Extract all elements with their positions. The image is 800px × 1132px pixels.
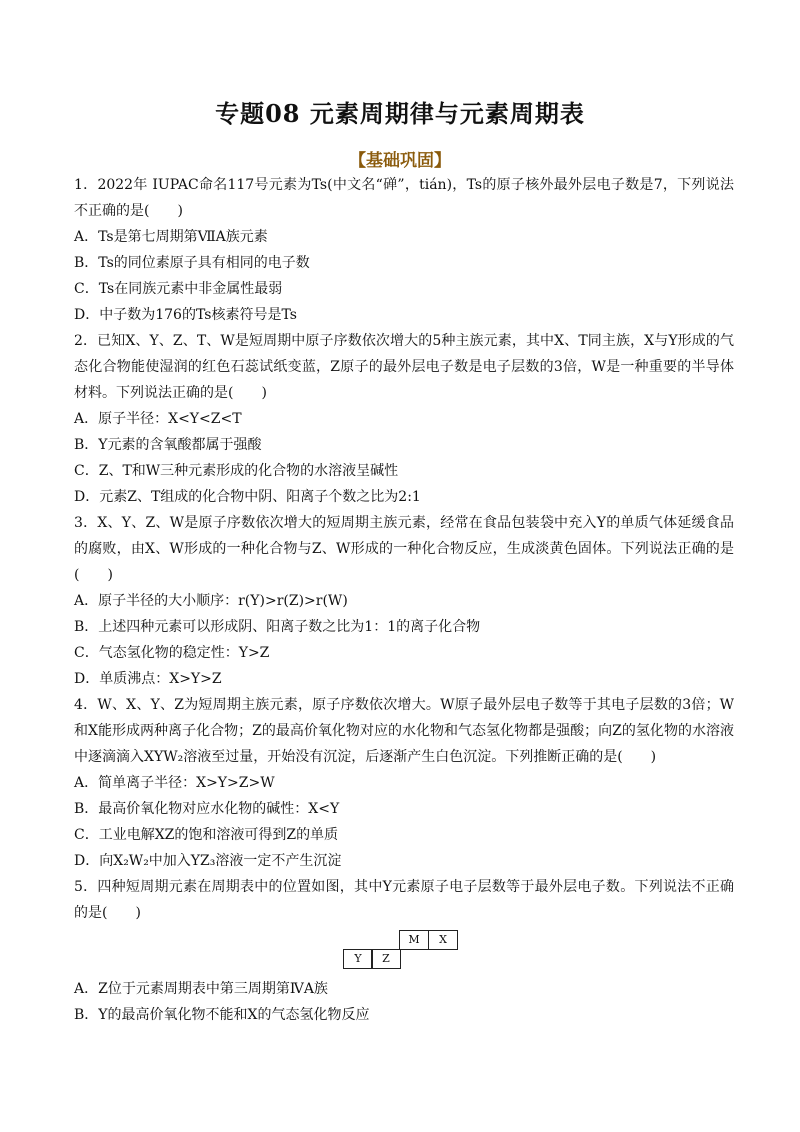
question-4 [74, 692, 734, 874]
option-d: D．元素Z、T组成的化合物中阴、阳离子个数之比为2:1 [74, 489, 421, 505]
option-c: C．Z、T和W三种元素形成的化合物的水溶液呈碱性 [74, 463, 399, 479]
option-d: D．单质沸点：X>Y>Z [74, 671, 222, 687]
question-1 [74, 172, 734, 328]
question-stem: 2．已知X、Y、Z、T、W是短周期中原子序数依次增大的5种主族元素，其中X、T同主族，X与Y形成的气态化合物能使湿润的红色石蕊试纸变蓝，Z原子的最外层电子数是电子层数的3倍，W是一种重要的半导体材料。下列说法正确的是( ) [74, 333, 734, 401]
option-c: C．工业电解XZ的饱和溶液可得到Z的单质 [74, 827, 339, 843]
question-2 [74, 328, 734, 510]
option-d: D．向X₂W₂中加入YZ₃溶液一定不产生沉淀 [74, 853, 342, 869]
question-5 [74, 874, 734, 1028]
table-cell-m: M [399, 930, 429, 950]
option-b: B．上述四种元素可以形成阴、阳离子数之比为1：1的离子化合物 [74, 619, 481, 635]
page-title: 专题08 元素周期律与元素周期表 [215, 99, 585, 128]
option-b: B．Y的最高价氧化物不能和X的气态氢化物反应 [74, 1007, 370, 1023]
option-d: D．中子数为176的Ts核素符号是Ts [74, 307, 297, 323]
question-3 [74, 510, 734, 692]
question-stem: 5．四种短周期元素在周期表中的位置如图，其中Y元素原子电子层数等于最外层电子数。下列说法不正确的是( ) [74, 879, 734, 921]
question-stem: 1．2022年 IUPAC命名117号元素为Ts(中文名“䃅”，tián)，Ts的原子核外最外层电子数是7，下列说法不正确的是( ) [74, 177, 734, 219]
table-cell-z: Z [371, 949, 401, 969]
option-c: C．Ts在同族元素中非金属性最弱 [74, 281, 283, 297]
question-stem: 4．W、X、Y、Z为短周期主族元素，原子序数依次增大。W原子最外层电子数等于其电子层数的3倍；W和X能形成两种离子化合物；Z的最高价氧化物对应的水化物和气态氢化物都是强酸；向Z的氢化物的水溶液中逐滴滴入XYW₂溶液至过量，开始没有沉淀，后逐渐产生白色沉淀。下列推断正确的是( ) [74, 697, 734, 765]
table-cell-y: Y [343, 949, 373, 969]
table-cell-x: X [428, 930, 458, 950]
periodic-table-figure [74, 926, 734, 976]
option-a: A．简单离子半径：X>Y>Z>W [74, 775, 275, 791]
section-heading: 【基础巩固】 [349, 151, 451, 171]
question-list [74, 172, 734, 1028]
question-stem: 3．X、Y、Z、W是原子序数依次增大的短周期主族元素，经常在食品包装袋中充入Y的单质气体延缓食品的腐败，由X、W形成的一种化合物与Z、W形成的一种化合物反应，生成淡黄色固体。下列说法正确的是( ) [74, 515, 734, 583]
option-a: A．Ts是第七周期第ⅦA族元素 [74, 229, 268, 245]
option-c: C．气态氢化物的稳定性：Y>Z [74, 645, 270, 661]
option-b: B．Y元素的含氧酸都属于强酸 [74, 437, 262, 453]
option-b: B．最高价氧化物对应水化物的碱性：X<Y [74, 801, 340, 817]
periodic-table-fragment [343, 930, 483, 970]
option-a: A．原子半径：X<Y<Z<T [74, 411, 242, 427]
option-a: A．原子半径的大小顺序：r(Y)>r(Z)>r(W) [74, 593, 348, 609]
option-a: A．Z位于元素周期表中第三周期第ⅣA族 [74, 981, 328, 997]
option-b: B．Ts的同位素原子具有相同的电子数 [74, 255, 310, 271]
